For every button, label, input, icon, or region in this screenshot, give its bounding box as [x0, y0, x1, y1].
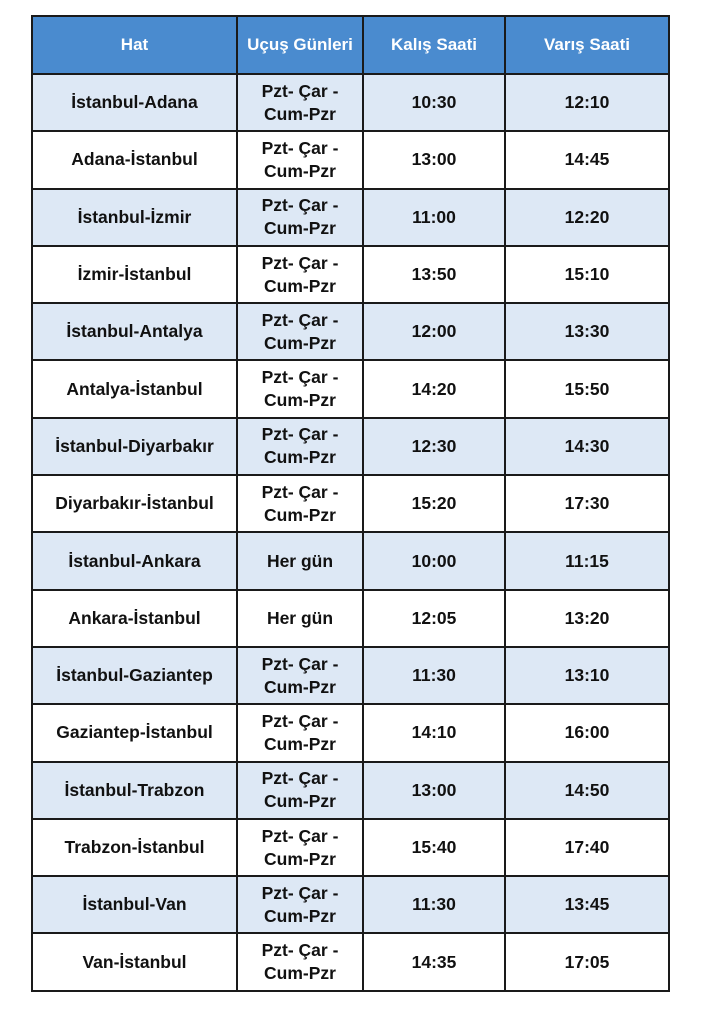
days-text: Pzt- Çar - Cum-Pzr [261, 710, 339, 754]
arrival-cell: 13:45 [505, 876, 669, 933]
table-row [32, 360, 669, 417]
departure-cell: 13:00 [363, 762, 505, 819]
route-cell: Adana-İstanbul [32, 131, 237, 188]
route-cell: İstanbul-İzmir [32, 189, 237, 246]
days-cell [237, 475, 363, 532]
table-row [32, 74, 669, 131]
route-cell: İstanbul-Gaziantep [32, 647, 237, 704]
days-cell [237, 303, 363, 360]
days-cell [237, 532, 363, 589]
departure-cell: 12:00 [363, 303, 505, 360]
departure-cell: 12:05 [363, 590, 505, 647]
departure-cell: 14:35 [363, 933, 505, 990]
table-row [32, 876, 669, 933]
days-text: Pzt- Çar - Cum-Pzr [261, 481, 339, 525]
table-row [32, 246, 669, 303]
header-departure-time: Kalış Saati [363, 16, 505, 74]
days-text: Pzt- Çar - Cum-Pzr [261, 252, 339, 296]
departure-cell: 15:40 [363, 819, 505, 876]
departure-cell: 13:00 [363, 131, 505, 188]
days-text: Pzt- Çar - Cum-Pzr [261, 940, 339, 984]
days-cell [237, 762, 363, 819]
departure-cell: 10:30 [363, 74, 505, 131]
arrival-cell: 15:10 [505, 246, 669, 303]
days-cell [237, 876, 363, 933]
days-text: Pzt- Çar - Cum-Pzr [261, 882, 339, 926]
arrival-cell: 14:30 [505, 418, 669, 475]
days-cell [237, 418, 363, 475]
days-text: Her gün [266, 607, 334, 628]
days-text: Pzt- Çar - Cum-Pzr [261, 137, 339, 181]
days-cell [237, 246, 363, 303]
days-text: Pzt- Çar - Cum-Pzr [261, 825, 339, 869]
days-cell [237, 590, 363, 647]
departure-cell: 14:20 [363, 360, 505, 417]
departure-cell: 10:00 [363, 532, 505, 589]
route-cell: Ankara-İstanbul [32, 590, 237, 647]
table-row [32, 819, 669, 876]
arrival-cell: 11:15 [505, 532, 669, 589]
route-cell: İzmir-İstanbul [32, 246, 237, 303]
route-cell: Trabzon-İstanbul [32, 819, 237, 876]
route-cell: İstanbul-Adana [32, 74, 237, 131]
route-cell: İstanbul-Diyarbakır [32, 418, 237, 475]
header-arrival-time: Varış Saati [505, 16, 669, 74]
departure-cell: 14:10 [363, 704, 505, 761]
days-cell [237, 360, 363, 417]
route-cell: Antalya-İstanbul [32, 360, 237, 417]
days-cell [237, 74, 363, 131]
route-cell: Diyarbakır-İstanbul [32, 475, 237, 532]
route-cell: İstanbul-Van [32, 876, 237, 933]
arrival-cell: 12:10 [505, 74, 669, 131]
arrival-cell: 13:20 [505, 590, 669, 647]
header-flight-days: Uçuş Günleri [237, 16, 363, 74]
arrival-cell: 17:40 [505, 819, 669, 876]
days-text: Pzt- Çar - Cum-Pzr [261, 80, 339, 124]
table-body [32, 74, 669, 991]
table-row [32, 933, 669, 990]
table-row [32, 704, 669, 761]
header-route: Hat [32, 16, 237, 74]
route-cell: İstanbul-Trabzon [32, 762, 237, 819]
arrival-cell: 16:00 [505, 704, 669, 761]
departure-cell: 11:00 [363, 189, 505, 246]
route-cell: İstanbul-Antalya [32, 303, 237, 360]
arrival-cell: 13:30 [505, 303, 669, 360]
days-text: Pzt- Çar - Cum-Pzr [261, 195, 339, 239]
departure-cell: 13:50 [363, 246, 505, 303]
days-cell [237, 131, 363, 188]
departure-cell: 12:30 [363, 418, 505, 475]
days-cell [237, 819, 363, 876]
arrival-cell: 17:05 [505, 933, 669, 990]
table-row [32, 303, 669, 360]
table-row [32, 532, 669, 589]
arrival-cell: 17:30 [505, 475, 669, 532]
table-row [32, 475, 669, 532]
table-row [32, 647, 669, 704]
days-cell [237, 704, 363, 761]
table-row [32, 131, 669, 188]
arrival-cell: 12:20 [505, 189, 669, 246]
route-cell: İstanbul-Ankara [32, 532, 237, 589]
arrival-cell: 13:10 [505, 647, 669, 704]
route-cell: Gaziantep-İstanbul [32, 704, 237, 761]
days-text: Pzt- Çar - Cum-Pzr [261, 309, 339, 353]
days-cell [237, 647, 363, 704]
table-row [32, 418, 669, 475]
departure-cell: 11:30 [363, 647, 505, 704]
days-text: Pzt- Çar - Cum-Pzr [261, 768, 339, 812]
days-text: Pzt- Çar - Cum-Pzr [261, 653, 339, 697]
table-row [32, 762, 669, 819]
flight-schedule-container [31, 15, 670, 992]
arrival-cell: 14:45 [505, 131, 669, 188]
table-row [32, 189, 669, 246]
days-text: Pzt- Çar - Cum-Pzr [261, 367, 339, 411]
days-text: Her gün [266, 550, 334, 571]
table-header-row [32, 16, 669, 74]
flight-schedule-table [31, 15, 670, 992]
table-row [32, 590, 669, 647]
arrival-cell: 14:50 [505, 762, 669, 819]
route-cell: Van-İstanbul [32, 933, 237, 990]
departure-cell: 15:20 [363, 475, 505, 532]
days-cell [237, 933, 363, 990]
arrival-cell: 15:50 [505, 360, 669, 417]
days-text: Pzt- Çar - Cum-Pzr [261, 424, 339, 468]
departure-cell: 11:30 [363, 876, 505, 933]
days-cell [237, 189, 363, 246]
